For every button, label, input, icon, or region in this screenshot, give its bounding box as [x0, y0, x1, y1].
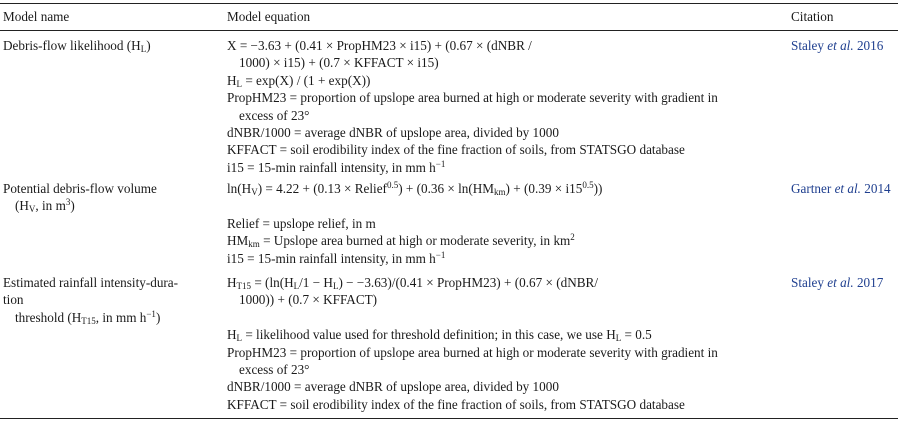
row1-model-equation: X = −3.63 + (0.41 × PropHM23 × i15) + (0.67 × (dNBR / 1000) × i15) + (0.7 × KFFACT × i15) $H_L = \exp(X) / (1 + \exp(X))$ PropHM23 = proportion of upslope area burned at high or moderate severity with gradient in excess of 23° dNBR/1000 = average dNBR of upslope area, divided by 1000 KFFACT = soil erodibility index of the fine fraction of soils, from STATSGO database i15 = 15-min rainfall intensity, in mm $h^{-1}$ [227, 38, 718, 175]
table-bottom-rule [0, 418, 898, 419]
row3-model-equation: $H_{T15} = (\ln(H_L/1 - H_L) - -3.63)/(0.41$ × PropHM23) + (0.67 × (dNBR/ 1000)) + (0.7 × KFFACT) $H_L$ = likelihood value used for threshold definition; in this case, we use $H_L = 0.5$ PropHM23 = proportion of upslope area burned at high or moderate severity with gradient in excess of 23° dNBR/1000 = average dNBR of upslope area, divided by 1000 KFFACT = soil erodibility index of the fine fraction of soils, from STATSGO database [227, 275, 718, 412]
header-model-name: Model name [3, 9, 70, 24]
header-model-equation: Model equation [227, 9, 311, 24]
header-rule [0, 30, 898, 31]
row3-citation: Staley et al. 2017 [791, 275, 884, 290]
row1-citation: Staley et al. 2016 [791, 38, 884, 53]
row2-citation: Gartner et al. 2014 [791, 181, 891, 196]
row2-model-equation: $\ln(H_V) = 4.22 + (0.13$ × Relief$^{0.5}$) + $(0.36 \times \ln(HM_{km}) + (0.39 \times i15^{0.5}))$ Relief = upslope relief, in m $HM_{km}$ = Upslope area burned at high or moderate severity, in $km^2$ i15 = 15-min rainfall intensity, in mm $h^{-1}$ [227, 180, 603, 266]
row3-model-name: Estimated rainfall intensity-dura- tion threshold ($H_{T15}$, in mm $h^{-1}$) [3, 275, 179, 326]
table-top-rule [0, 3, 898, 4]
header-citation: Citation [791, 9, 834, 24]
row1-model-name: Debris-flow likelihood $(H_L)$ [3, 38, 151, 54]
row2-model-name: Potential debris-flow volume ($H_V$, in $m^3$) [3, 181, 157, 215]
